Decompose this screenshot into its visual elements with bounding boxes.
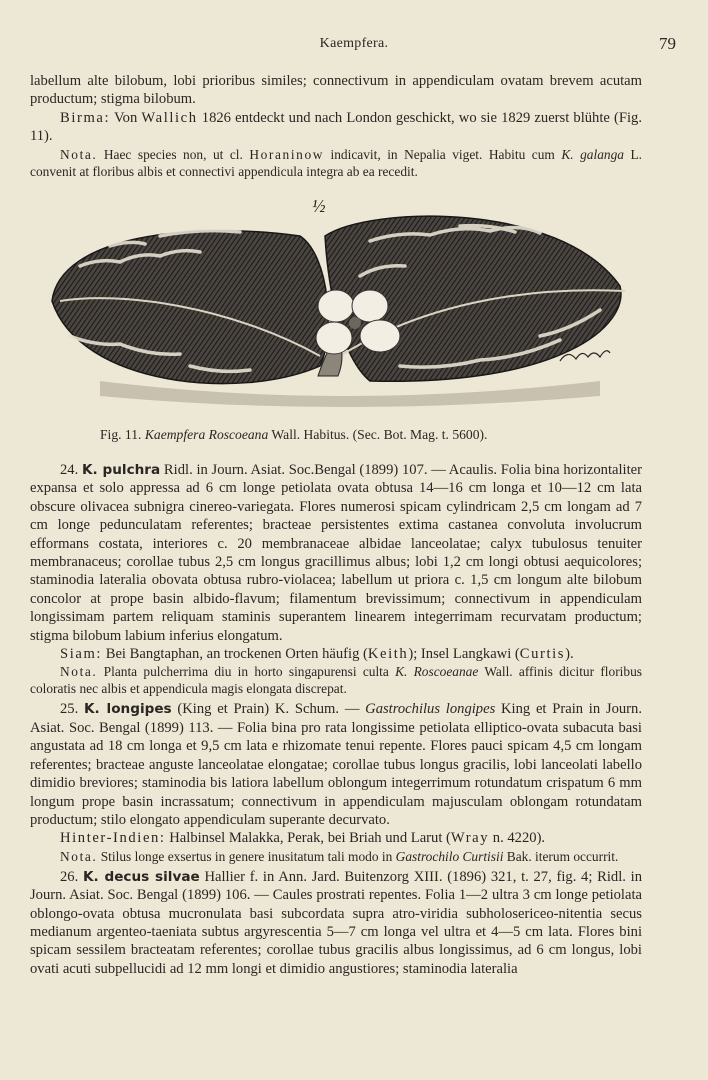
- running-title: Kaempfera.: [319, 36, 389, 51]
- species-24-nota: Nota. Planta pulcherrima diu in horto singapurensi culta K. Roscoeanae Wall. affinis dicitur floribus coloratis nec albis et appendicula magis elongata discrepat.: [30, 664, 642, 697]
- ground-shadow: [100, 381, 600, 407]
- figure-caption: Fig. 11. Kaempfera Roscoeana Wall. Habitus. (Sec. Bot. Mag. t. 5600).: [100, 427, 488, 442]
- page-number: 79: [659, 34, 676, 53]
- species-name: K. decus silvae: [82, 868, 200, 885]
- paragraph-distribution: Birma: Von Wallich 1826 entdeckt und nach London geschickt, wo sie 1829 zuerst blühte (Fig. 11).: [30, 109, 642, 145]
- species-24-distribution: Siam: Bei Bangtaphan, an trockenen Orten häufig (Keith); Insel Langkawi (Curtis).: [60, 646, 574, 663]
- species-text-block: [30, 461, 642, 978]
- nota-label: Nota.: [60, 848, 98, 864]
- region-label: Hinter-Indien:: [60, 830, 166, 847]
- species-24-description: 24. K. pulchra Ridl. in Journ. Asiat. Soc.Bengal (1899) 107. — Acaulis. Folia bina horizontaliter expansa et solo appressa ad 6 cm longe petiolata ovata obtusa 14—16 cm longa et 10—12 cm lata obscure olivacea subnigra cinereo-variegata. Flores numerosi spicam cylindricam 2,5 cm longam ad 7 cm longe pedunculatam referentes; bracteae persistentes extima castanea convoluta involucrum efformans costata, interiores c. 20 membranaceae albidae lanceolatae; calyx tubulosus tenuiter membranaceus; corollae tubus 2,5 cm longus gracillimus albus; lobi 1,2 cm longi obtusi aequicolores; staminodia lateralia obovata obtusa rubro-violacea; labellum ut priora c. 1,5 cm longum alte bilobum concolor at prope basin albido-flavum; filamentum brevissimum; connectivum in appendiculam longissimam partem reliquam staminis superantem linearem integerrimam recurvatam productum; stigma bilobum labium inferius elongatum.: [30, 462, 642, 644]
- region-label: Siam:: [60, 646, 103, 663]
- scale-label: ½: [312, 196, 326, 216]
- species-name: K. pulchra: [81, 462, 161, 478]
- paragraph-description-end: labellum alte bilobum, lobi prioribus similes; connectivum in appendiculam ovatam brevem acutam productum; stigma bilobum.: [30, 73, 642, 108]
- species-26-description: 26. K. decus silvae Hallier f. in Ann. Jard. Buitenzorg XIII. (1896) 321, t. 27, fig. 4; Ridl. in Journ. Asiat. Soc. Bengal (1899) 106. — Caules prostrati repentes. Folia 1—2 ultra 3 cm longe petiolata oblongo-ovata obtusa mucronulata basi subcordata supra atro-viridia subholosericeo-nitentia secus medianum argenteo-taeniata subtus argyrescentia 5—7 cm longa vel ultra et 4—5 cm lata. Flores bini spicam sessilem bracteatam referentes; corollae tubus gracilis albus longissimus, ad 6 cm longus, lobi ovati acuti subpellucidi ad 12 mm longi et dimidio angustiores; staminodia lateralia: [30, 868, 642, 977]
- species-25-nota: Nota. Stilus longe exsertus in genere inusitatum tali modo in Gastrochilo Curtisii Bak. iterum occurrit.: [60, 848, 619, 864]
- nota-label: Nota.: [60, 146, 98, 162]
- nota-label: Nota.: [60, 664, 98, 680]
- species-name: K. longipes: [84, 701, 172, 718]
- collector-name: Wallich: [141, 109, 198, 126]
- species-25-distribution: Hinter-Indien: Halbinsel Malakka, Perak, bei Briah und Larut (Wray n. 4220).: [60, 830, 546, 847]
- top-text-block: [30, 72, 642, 180]
- species-25-description: 25. K. longipes (King et Prain) K. Schum. — Gastrochilus longipes King et Prain in Journ. Asiat. Soc. Bengal (1899) 113. — Folia bina pro rata longissime petiolata elliptico-ovata subacuta basi angustata ad 18 cm longa et 9,5 cm lata e rhizomate tenui repente. Flores pauci spicam 4,5 cm longam referentes; bracteae anguste lanceolatae elongatae; corollae tubus longus gracilis, lobi lanceolati labello dimidio breviores; staminodia bis latiora labellum oblongum integerrimum rotundatum crispatum 6 mm longum prope basin incrassatum; connectivum in appendiculam majusculam oblongam rotundatam productum; stilo elongato appendiculam superante decurvato.: [30, 701, 642, 828]
- nota-paragraph: Nota. Haec species non, ut cl. Horaninow indicavit, in Nepalia viget. Habitu cum K. galanga L. convenit at floribus albis et connectivi appendicula integra ab ea recedit.: [30, 146, 642, 179]
- plant-illustration: [40, 196, 640, 416]
- kaempfera-habitus-drawing: [40, 196, 640, 416]
- running-head: [0, 36, 708, 56]
- region-label: Birma:: [60, 109, 111, 126]
- left-leaf: [52, 231, 328, 384]
- author-name: Horaninow: [249, 146, 325, 162]
